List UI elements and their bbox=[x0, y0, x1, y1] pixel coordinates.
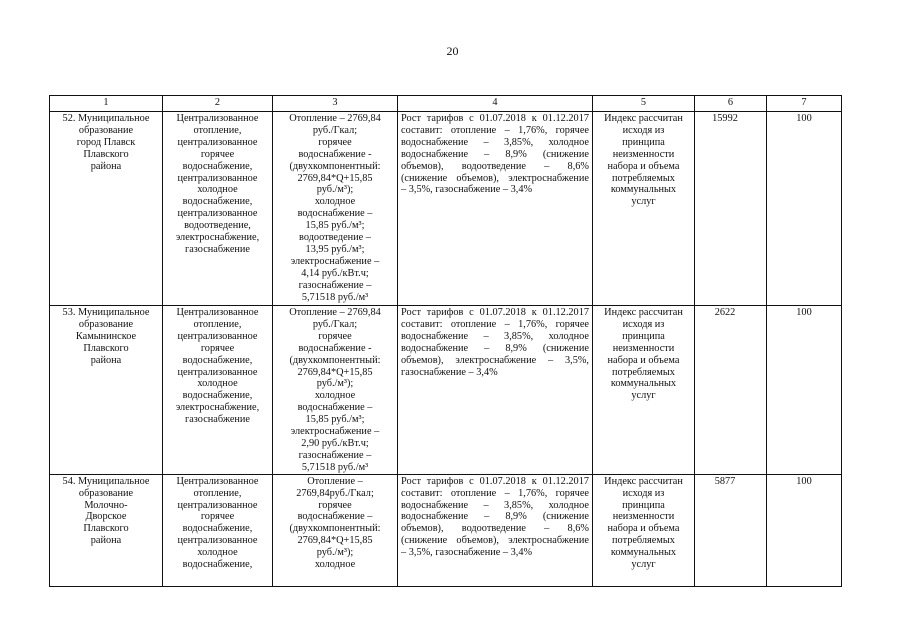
cell-line: горячее bbox=[318, 136, 352, 148]
cell-line: руб./м³); bbox=[316, 184, 354, 196]
page-number: 20 bbox=[446, 44, 459, 58]
share-cell: 100 bbox=[767, 112, 842, 306]
cell-line: (снижение объемов), электроснабжение bbox=[401, 172, 589, 184]
cell-line: горячее bbox=[200, 148, 235, 160]
index-method-cell bbox=[593, 112, 695, 306]
cell-line: Централизованное bbox=[176, 113, 259, 124]
cell-line: Отопление – bbox=[307, 475, 363, 487]
cell-line: Централизованное bbox=[176, 307, 259, 318]
cell-line: электроснабжение – bbox=[290, 426, 380, 438]
cell-line: Камынинское bbox=[75, 330, 137, 342]
cell-line: исходя из bbox=[622, 124, 665, 136]
cell-line: района bbox=[90, 354, 122, 366]
municipality-cell bbox=[50, 112, 163, 306]
cell-line: горячее bbox=[318, 330, 352, 342]
cell-line: Отопление – 2769,84 bbox=[289, 307, 381, 318]
cell-line: водоснабжение – bbox=[297, 511, 373, 523]
cell-line: составит: отопление – 1,76%, горячее bbox=[401, 124, 589, 136]
cell-line: (снижение объемов), электроснабжение bbox=[401, 535, 589, 547]
cell-line: холодное bbox=[314, 390, 356, 402]
cell-line: водоснабжение, bbox=[182, 559, 253, 571]
cell-line: электроснабжение, bbox=[175, 232, 260, 244]
cell-line: потребляемых bbox=[612, 535, 675, 547]
cell-line: руб./м³); bbox=[316, 547, 354, 559]
cell-line: услуг bbox=[631, 390, 656, 402]
cell-line: газоснабжение – bbox=[298, 449, 372, 461]
table-row bbox=[50, 112, 842, 306]
share-cell: 100 bbox=[767, 474, 842, 586]
tariffs-cell bbox=[273, 112, 398, 306]
header-cell-2: 2 bbox=[163, 96, 273, 112]
cell-line: коммунальных bbox=[610, 184, 677, 196]
cell-line: образование bbox=[78, 487, 134, 499]
cell-line: водоснабжение, bbox=[182, 390, 253, 402]
cell-line: руб./Гкал; bbox=[312, 318, 358, 330]
cell-line: Дворское bbox=[85, 511, 127, 523]
cell-line: холодное bbox=[197, 184, 238, 196]
header-cell-6: 6 bbox=[695, 96, 767, 112]
cell-line: коммунальных bbox=[610, 547, 677, 559]
cell-line: 15,85 руб./м³; bbox=[305, 414, 365, 426]
cell-line: набора и объема bbox=[607, 523, 680, 535]
population-cell: 5877 bbox=[695, 474, 767, 586]
cell-line: Рост тарифов с 01.07.2018 к 01.12.2017 bbox=[401, 475, 589, 487]
cell-line: 13,95 руб./м³; bbox=[305, 243, 365, 255]
header-cell-5: 5 bbox=[593, 96, 695, 112]
cell-line: централизованное bbox=[177, 499, 258, 511]
cell-line: (двухкомпонентный: bbox=[289, 523, 381, 535]
cell-line: 2,90 руб./кВт.ч; bbox=[301, 437, 369, 449]
cell-line: холодное bbox=[197, 378, 238, 390]
cell-line: газоснабжение – 3,4% bbox=[401, 366, 498, 378]
cell-line: электроснабжение, bbox=[175, 402, 260, 414]
cell-line: руб./Гкал; bbox=[312, 124, 358, 136]
cell-line: – 3,5%, газоснабжение – 3,4% bbox=[401, 184, 533, 196]
cell-line: отопление, bbox=[193, 124, 242, 136]
cell-line: отопление, bbox=[193, 487, 242, 499]
cell-line: объемов), водоотведение – 8,6% bbox=[401, 523, 589, 535]
cell-line: 5,71518 руб./м³ bbox=[301, 461, 369, 473]
cell-line: набора и объема bbox=[607, 354, 680, 366]
cell-line: образование bbox=[78, 124, 134, 136]
municipality-cell bbox=[50, 306, 163, 475]
cell-line: газоснабжение bbox=[185, 414, 250, 426]
tariff-growth-cell bbox=[398, 474, 593, 586]
cell-line: неизменности bbox=[612, 148, 675, 160]
population-cell: 15992 bbox=[695, 112, 767, 306]
cell-line: коммунальных bbox=[610, 378, 677, 390]
index-method-cell bbox=[593, 306, 695, 475]
header-cell-3: 3 bbox=[273, 96, 398, 112]
cell-line: Централизованное bbox=[176, 475, 259, 487]
cell-line: город Плавск bbox=[76, 136, 136, 148]
cell-line: водоснабжение - bbox=[298, 148, 372, 160]
cell-line: водоснабжение – 3,85%, холодное bbox=[401, 330, 589, 342]
header-cell-4: 4 bbox=[398, 96, 593, 112]
cell-line: Плавского bbox=[83, 342, 129, 354]
cell-line: водоснабжение – 3,85%, холодное bbox=[401, 499, 589, 511]
cell-line: электроснабжение – bbox=[290, 255, 380, 267]
cell-line: водоотведение – bbox=[299, 232, 371, 244]
cell-line: 2769,84*Q+15,85 bbox=[297, 366, 373, 378]
cell-line: холодное bbox=[197, 547, 238, 559]
cell-line: газоснабжение – bbox=[298, 279, 372, 291]
cell-line: Плавского bbox=[83, 148, 129, 160]
cell-line: централизованное bbox=[177, 330, 258, 342]
cell-line: руб./м³); bbox=[316, 378, 354, 390]
utility-services-cell bbox=[163, 112, 273, 306]
cell-line: водоснабжение, bbox=[182, 160, 253, 172]
cell-line: услуг bbox=[631, 559, 656, 571]
cell-line: водоснабжение, bbox=[182, 196, 253, 208]
cell-line: 15,85 руб./м³; bbox=[305, 220, 365, 232]
tariffs-cell bbox=[273, 306, 398, 475]
cell-line: Молочно- bbox=[84, 499, 128, 511]
cell-line: Индекс рассчитан bbox=[604, 307, 683, 318]
cell-line: централизованное bbox=[177, 172, 258, 184]
cell-line: водоснабжение – 8,9% (снижение bbox=[401, 511, 589, 523]
cell-line: холодное bbox=[314, 559, 356, 571]
utility-services-cell bbox=[163, 474, 273, 586]
cell-line: Плавского bbox=[83, 523, 129, 535]
cell-line: 2769,84руб./Гкал; bbox=[296, 487, 374, 499]
cell-line: 54. Муниципальное bbox=[62, 475, 150, 487]
header-row bbox=[50, 96, 842, 112]
cell-line: (двухкомпонентный: bbox=[289, 160, 381, 172]
cell-line: горячее bbox=[318, 499, 352, 511]
cell-line: горячее bbox=[200, 511, 235, 523]
cell-line: водоснабжение – 8,9% (снижение bbox=[401, 342, 589, 354]
cell-line: – 3,5%, газоснабжение – 3,4% bbox=[401, 547, 533, 559]
tariff-table bbox=[49, 95, 842, 587]
cell-line: отопление, bbox=[193, 318, 242, 330]
cell-line: водоснабжение – bbox=[297, 402, 373, 414]
cell-line: 53. Муниципальное bbox=[62, 307, 150, 318]
header-cell-1: 1 bbox=[50, 96, 163, 112]
cell-line: Отопление – 2769,84 bbox=[289, 113, 381, 124]
cell-line: принципа bbox=[622, 330, 665, 342]
cell-line: неизменности bbox=[612, 342, 675, 354]
share-cell: 100 bbox=[767, 306, 842, 475]
tariff-growth-cell bbox=[398, 306, 593, 475]
tariffs-cell bbox=[273, 474, 398, 586]
cell-line: услуг bbox=[631, 196, 656, 208]
index-method-cell bbox=[593, 474, 695, 586]
cell-line: принципа bbox=[622, 136, 665, 148]
cell-line: Рост тарифов с 01.07.2018 к 01.12.2017 bbox=[401, 113, 589, 124]
cell-line: района bbox=[90, 535, 122, 547]
cell-line: района bbox=[90, 160, 122, 172]
cell-line: водоснабжение - bbox=[298, 342, 372, 354]
cell-line: водоснабжение, bbox=[182, 354, 253, 366]
cell-line: 2769,84*Q+15,85 bbox=[297, 172, 373, 184]
header-cell-7: 7 bbox=[767, 96, 842, 112]
cell-line: составит: отопление – 1,76%, горячее bbox=[401, 487, 589, 499]
cell-line: 2769,84*Q+15,85 bbox=[297, 535, 373, 547]
cell-line: водоснабжение – 8,9% (снижение bbox=[401, 148, 589, 160]
cell-line: принципа bbox=[622, 499, 665, 511]
cell-line: составит: отопление – 1,76%, горячее bbox=[401, 318, 589, 330]
cell-line: водоотведение, bbox=[184, 220, 251, 232]
cell-line: Индекс рассчитан bbox=[604, 475, 683, 487]
cell-line: горячее bbox=[200, 342, 235, 354]
cell-line: исходя из bbox=[622, 318, 665, 330]
municipality-cell bbox=[50, 474, 163, 586]
utility-services-cell bbox=[163, 306, 273, 475]
cell-line: объемов), электроснабжение – 3,5%, bbox=[401, 354, 589, 366]
cell-line: неизменности bbox=[612, 511, 675, 523]
cell-line: водоснабжение – bbox=[297, 208, 373, 220]
cell-line: образование bbox=[78, 318, 134, 330]
cell-line: потребляемых bbox=[612, 172, 675, 184]
cell-line: холодное bbox=[314, 196, 356, 208]
cell-line: централизованное bbox=[177, 535, 258, 547]
cell-line: водоснабжение – 3,85%, холодное bbox=[401, 136, 589, 148]
cell-line: (двухкомпонентный: bbox=[289, 354, 381, 366]
cell-line: централизованное bbox=[177, 136, 258, 148]
cell-line: исходя из bbox=[622, 487, 665, 499]
table-row bbox=[50, 306, 842, 475]
cell-line: газоснабжение bbox=[185, 243, 250, 255]
cell-line: 4,14 руб./кВт.ч; bbox=[301, 267, 369, 279]
cell-line: объемов), водоотведение – 8,6% bbox=[401, 160, 589, 172]
cell-line: 5,71518 руб./м³ bbox=[301, 291, 369, 303]
cell-line: Индекс рассчитан bbox=[604, 113, 683, 124]
cell-line: Рост тарифов с 01.07.2018 к 01.12.2017 bbox=[401, 307, 589, 318]
cell-line: централизованное bbox=[177, 366, 258, 378]
table-row bbox=[50, 474, 842, 586]
cell-line: 52. Муниципальное bbox=[62, 113, 150, 124]
cell-line: потребляемых bbox=[612, 366, 675, 378]
cell-line: набора и объема bbox=[607, 160, 680, 172]
cell-line: водоснабжение, bbox=[182, 523, 253, 535]
cell-line: централизованное bbox=[177, 208, 258, 220]
population-cell: 2622 bbox=[695, 306, 767, 475]
tariff-growth-cell bbox=[398, 112, 593, 306]
